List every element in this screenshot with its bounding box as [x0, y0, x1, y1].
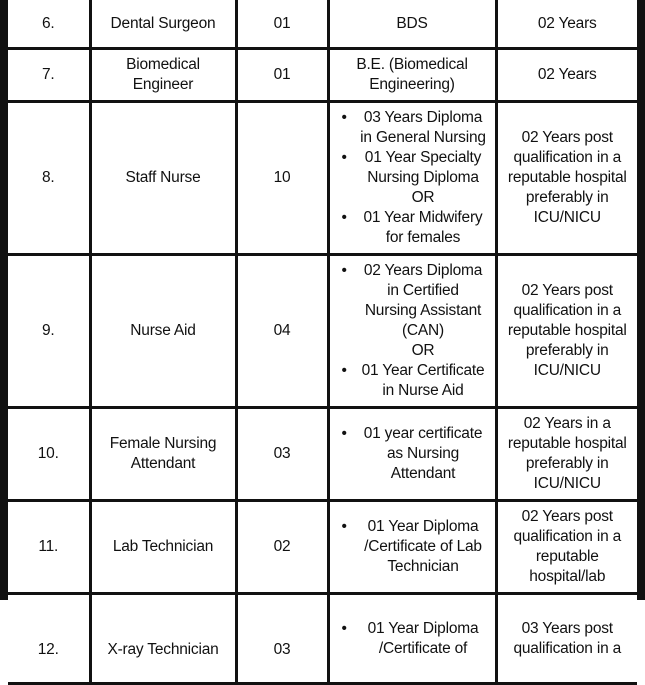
table-row: [8, 501, 637, 594]
qualification-list: [338, 361, 487, 401]
list-item: [338, 208, 487, 248]
post-name-cell: Female Nursing Attendant: [90, 408, 236, 501]
qualification-list: [338, 619, 487, 659]
number-of-posts-cell: 02: [236, 501, 328, 594]
post-name-cell: X-ray Technician: [90, 594, 236, 684]
bullet-icon: •: [341, 619, 347, 637]
post-name-cell: Lab Technician: [90, 501, 236, 594]
serial-number-cell: 11.: [8, 501, 90, 594]
qualification-list: [338, 261, 487, 341]
serial-number-cell: 7.: [8, 49, 90, 102]
qualification-list: [338, 208, 487, 248]
qualification-cell: BDS: [328, 0, 496, 49]
number-of-posts-cell: 01: [236, 49, 328, 102]
experience-cell: 02 Years in a reputable hospital preferably in ICU/NICU: [496, 408, 637, 501]
qualification-cell: [328, 501, 496, 594]
list-item: [338, 361, 487, 401]
serial-number-cell: 9.: [8, 255, 90, 408]
table-row: [8, 49, 637, 102]
bullet-icon: •: [341, 109, 347, 126]
list-item: [338, 424, 487, 484]
post-name-cell: Nurse Aid: [90, 255, 236, 408]
or-separator: OR: [411, 189, 435, 206]
experience-cell: 02 Years: [496, 49, 637, 102]
qualification-list: [338, 517, 487, 577]
qualification-item-text: 01 year certificate as Nursing Attendant: [363, 425, 483, 482]
qualification-item-text: 01 Year Midwifery for females: [363, 209, 483, 246]
bullet-icon: •: [341, 425, 347, 442]
experience-cell: 03 Years post qualification in a: [496, 594, 637, 684]
or-separator: OR: [411, 342, 435, 359]
post-name-cell: [90, 49, 236, 102]
qualification-cell: [328, 49, 496, 102]
number-of-posts-cell: 03: [236, 408, 328, 501]
experience-cell: 02 Years post qualification in a reputable hospital preferably in ICU/NICU: [496, 102, 637, 255]
bullet-icon: •: [341, 518, 347, 535]
list-item: [338, 148, 487, 188]
number-of-posts-cell: 10: [236, 102, 328, 255]
experience-cell: 02 Years: [496, 0, 637, 49]
qualification-item-text: 02 Years Diploma in Certified Nursing Assistant (CAN): [363, 262, 483, 339]
table-row: [8, 0, 637, 49]
number-of-posts-cell: 01: [236, 0, 328, 49]
bullet-icon: •: [341, 209, 347, 226]
serial-number-cell: 8.: [8, 102, 90, 255]
qualification-item-text: 03 Years Diploma in General Nursing: [360, 109, 486, 146]
post-name-cell: Staff Nurse: [90, 102, 236, 255]
qualification-text: B.E. (Biomedical Engineering): [356, 56, 468, 93]
number-of-posts-cell: 03: [236, 594, 328, 684]
qualification-list: [338, 424, 487, 484]
qualification-item-text: 01 Year Specialty Nursing Diploma: [364, 149, 482, 186]
post-name-cell: Dental Surgeon: [90, 0, 236, 49]
experience-cell: 02 Years post qualification in a reputable hospital/lab: [496, 501, 637, 594]
list-item: [338, 261, 487, 341]
table-row: [8, 255, 637, 408]
qualification-cell: [328, 102, 496, 255]
table-row: [8, 408, 637, 501]
qualification-cell: [328, 255, 496, 408]
qualification-item-text: 01 Year Certificate in Nurse Aid: [361, 362, 485, 399]
table-row: [8, 594, 637, 684]
list-item: [338, 517, 487, 577]
bullet-icon: •: [341, 149, 347, 166]
list-item: [338, 619, 487, 659]
bullet-icon: •: [341, 262, 347, 279]
post-name-text: Biomedical Engineer: [126, 56, 200, 93]
qualification-item-text: 01 Year Diploma /Certificate of Lab Technician: [364, 518, 482, 575]
serial-number-cell: 12.: [8, 594, 90, 684]
serial-number-cell: 10.: [8, 408, 90, 501]
qualification-list: [338, 108, 487, 188]
list-item: [338, 108, 487, 148]
serial-number-cell: 6.: [8, 0, 90, 49]
vacancies-table: [8, 0, 637, 685]
bullet-icon: •: [341, 362, 347, 379]
qualification-cell: [328, 594, 496, 684]
table-row: [8, 102, 637, 255]
experience-cell: 02 Years post qualification in a reputable hospital preferably in ICU/NICU: [496, 255, 637, 408]
number-of-posts-cell: 04: [236, 255, 328, 408]
qualification-cell: [328, 408, 496, 501]
qualification-item-text: 01 Year Diploma /Certificate of: [367, 619, 479, 657]
